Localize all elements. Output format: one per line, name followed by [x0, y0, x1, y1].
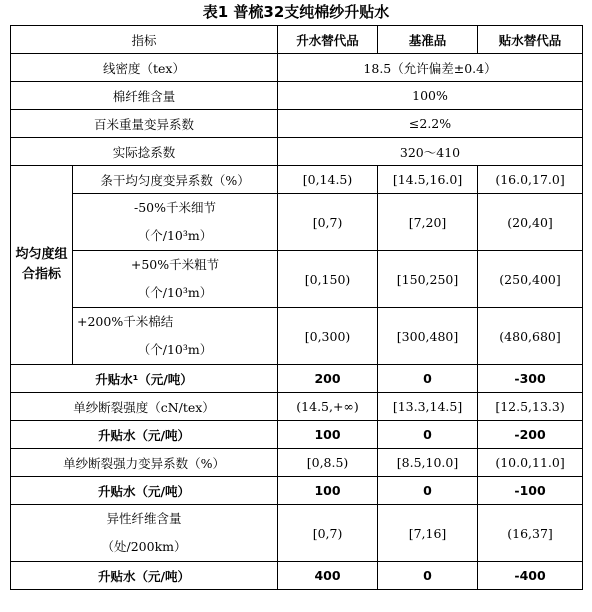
strength-cv-premium-baseline: 0 — [378, 477, 478, 505]
table-row — [11, 54, 583, 82]
thin-places-discount: (20,40] — [478, 194, 583, 251]
weight-cv-label: 百米重量变异系数 — [11, 110, 278, 138]
premium-row — [11, 477, 583, 505]
strength-premium-label: 升贴水（元/吨） — [11, 421, 278, 449]
thin-places-label-line2: （个/10³m） — [137, 228, 213, 243]
foreign-fiber-label-line1: 异性纤维含量 — [106, 511, 182, 526]
evenness-premium-label: 升贴水¹（元/吨） — [11, 365, 278, 393]
thick-places-label-line1: +50%千米粗节 — [130, 257, 220, 272]
foreign-fiber-label-line2: （处/200km） — [101, 539, 187, 554]
evenness-cv-upgrade: [0,14.5) — [278, 166, 378, 194]
neps-label-line2: （个/10³m） — [137, 342, 213, 357]
cotton-content-value: 100% — [278, 82, 583, 110]
thick-places-discount: (250,400] — [478, 251, 583, 308]
strength-cv-premium-upgrade: 100 — [278, 477, 378, 505]
twist-label: 实际捻系数 — [11, 138, 278, 166]
strength-premium-discount: -200 — [478, 421, 583, 449]
foreign-fiber-premium-baseline: 0 — [378, 562, 478, 590]
premium-row — [11, 562, 583, 590]
neps-label — [73, 308, 278, 365]
evenness-group-label: 均匀度组合指标 — [11, 166, 73, 365]
strength-premium-upgrade: 100 — [278, 421, 378, 449]
neps-baseline: [300,480] — [378, 308, 478, 365]
strength-cv-label: 单纱断裂强力变异系数（%） — [11, 449, 278, 477]
strength-cv-upgrade: [0,8.5) — [278, 449, 378, 477]
thin-places-label — [73, 194, 278, 251]
neps-discount: (480,680] — [478, 308, 583, 365]
table-row — [11, 194, 583, 251]
premium-row — [11, 365, 583, 393]
cotton-content-label: 棉纤维含量 — [11, 82, 278, 110]
table-title: 表1 普梳32支纯棉纱升贴水 — [202, 3, 390, 21]
strength-baseline: [13.3,14.5] — [378, 393, 478, 421]
table-row — [11, 251, 583, 308]
foreign-fiber-discount: (16,37] — [478, 505, 583, 562]
strength-cv-premium-discount: -100 — [478, 477, 583, 505]
thick-places-label-line2: （个/10³m） — [137, 285, 213, 300]
header-row — [11, 26, 583, 54]
foreign-fiber-premium-discount: -400 — [478, 562, 583, 590]
thick-places-label — [73, 251, 278, 308]
foreign-fiber-premium-upgrade: 400 — [278, 562, 378, 590]
premium-row — [11, 421, 583, 449]
evenness-premium-upgrade: 200 — [278, 365, 378, 393]
header-upgrade: 升水替代品 — [278, 26, 378, 54]
foreign-fiber-upgrade: [0,7) — [278, 505, 378, 562]
premium-discount-table — [10, 25, 583, 590]
table-row — [11, 166, 583, 194]
foreign-fiber-label — [11, 505, 278, 562]
table-row — [11, 308, 583, 365]
weight-cv-value: ≤2.2% — [278, 110, 583, 138]
evenness-cv-label: 条干均匀度变异系数（%） — [73, 166, 278, 194]
strength-premium-baseline: 0 — [378, 421, 478, 449]
table-row — [11, 110, 583, 138]
neps-label-line1: +200%千米棉结 — [77, 314, 174, 329]
header-indicator: 指标 — [11, 26, 278, 54]
table-row — [11, 82, 583, 110]
linear-density-value: 18.5（允许偏差±0.4） — [278, 54, 583, 82]
thin-places-upgrade: [0,7) — [278, 194, 378, 251]
table-row — [11, 138, 583, 166]
foreign-fiber-premium-label: 升贴水（元/吨） — [11, 562, 278, 590]
table-row — [11, 449, 583, 477]
evenness-cv-discount: (16.0,17.0] — [478, 166, 583, 194]
header-baseline: 基准品 — [378, 26, 478, 54]
thick-places-upgrade: [0,150) — [278, 251, 378, 308]
thin-places-baseline: [7,20] — [378, 194, 478, 251]
evenness-cv-baseline: [14.5,16.0] — [378, 166, 478, 194]
table-row — [11, 393, 583, 421]
strength-cv-baseline: [8.5,10.0] — [378, 449, 478, 477]
evenness-premium-discount: -300 — [478, 365, 583, 393]
neps-upgrade: [0,300) — [278, 308, 378, 365]
linear-density-label: 线密度（tex） — [11, 54, 278, 82]
evenness-premium-baseline: 0 — [378, 365, 478, 393]
strength-discount: [12.5,13.3) — [478, 393, 583, 421]
foreign-fiber-baseline: [7,16] — [378, 505, 478, 562]
table-row — [11, 505, 583, 562]
strength-cv-premium-label: 升贴水（元/吨） — [11, 477, 278, 505]
twist-value: 320～410 — [278, 138, 583, 166]
strength-upgrade: (14.5,+∞) — [278, 393, 378, 421]
strength-label: 单纱断裂强度（cN/tex） — [11, 393, 278, 421]
strength-cv-discount: (10.0,11.0] — [478, 449, 583, 477]
thin-places-label-line1: -50%千米细节 — [134, 200, 217, 215]
thick-places-baseline: [150,250] — [378, 251, 478, 308]
header-discount: 贴水替代品 — [478, 26, 583, 54]
